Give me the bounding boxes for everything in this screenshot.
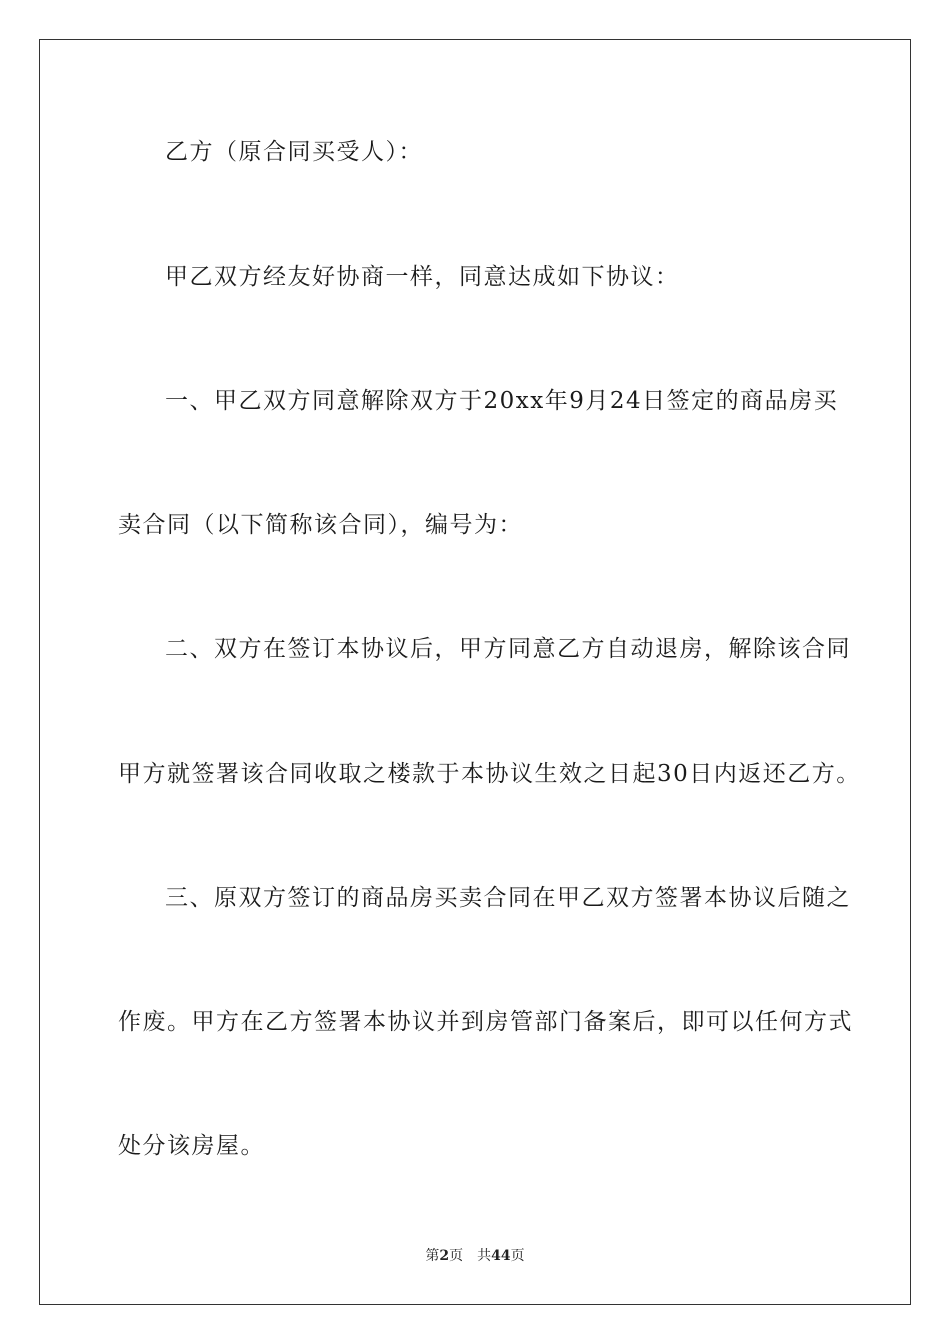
party-b-line: 乙方（原合同买受人）： bbox=[165, 139, 423, 165]
page-footer bbox=[0, 1247, 950, 1265]
clause-3-line-3: 处分该房屋。 bbox=[118, 1133, 265, 1159]
page-suffix: 页 bbox=[449, 1248, 464, 1264]
page-prefix: 第 bbox=[425, 1248, 440, 1264]
clause-2-line-1: 二、双方在签订本协议后，甲方同意乙方自动退房，解除该合同 bbox=[165, 636, 851, 662]
page-border bbox=[39, 39, 911, 1305]
page-total: 44 bbox=[491, 1248, 511, 1264]
page-current: 2 bbox=[439, 1248, 450, 1264]
total-suffix: 页 bbox=[510, 1248, 525, 1264]
clause-1-line-1: 一、甲乙双方同意解除双方于20xx年9月24日签定的商品房买 bbox=[165, 388, 839, 414]
total-prefix: 共 bbox=[477, 1248, 492, 1264]
clause-2-line-2: 甲方就签署该合同收取之楼款于本协议生效之日起30日内返还乙方。 bbox=[118, 761, 861, 787]
clause-3-line-1: 三、原双方签订的商品房买卖合同在甲乙双方签署本协议后随之 bbox=[165, 885, 851, 911]
agreement-intro: 甲乙双方经友好协商一样，同意达成如下协议： bbox=[165, 264, 680, 290]
clause-1-line-2: 卖合同（以下简称该合同），编号为： bbox=[118, 512, 523, 538]
clause-3-line-2: 作废。甲方在乙方签署本协议并到房管部门备案后，即可以任何方式 bbox=[118, 1009, 853, 1035]
